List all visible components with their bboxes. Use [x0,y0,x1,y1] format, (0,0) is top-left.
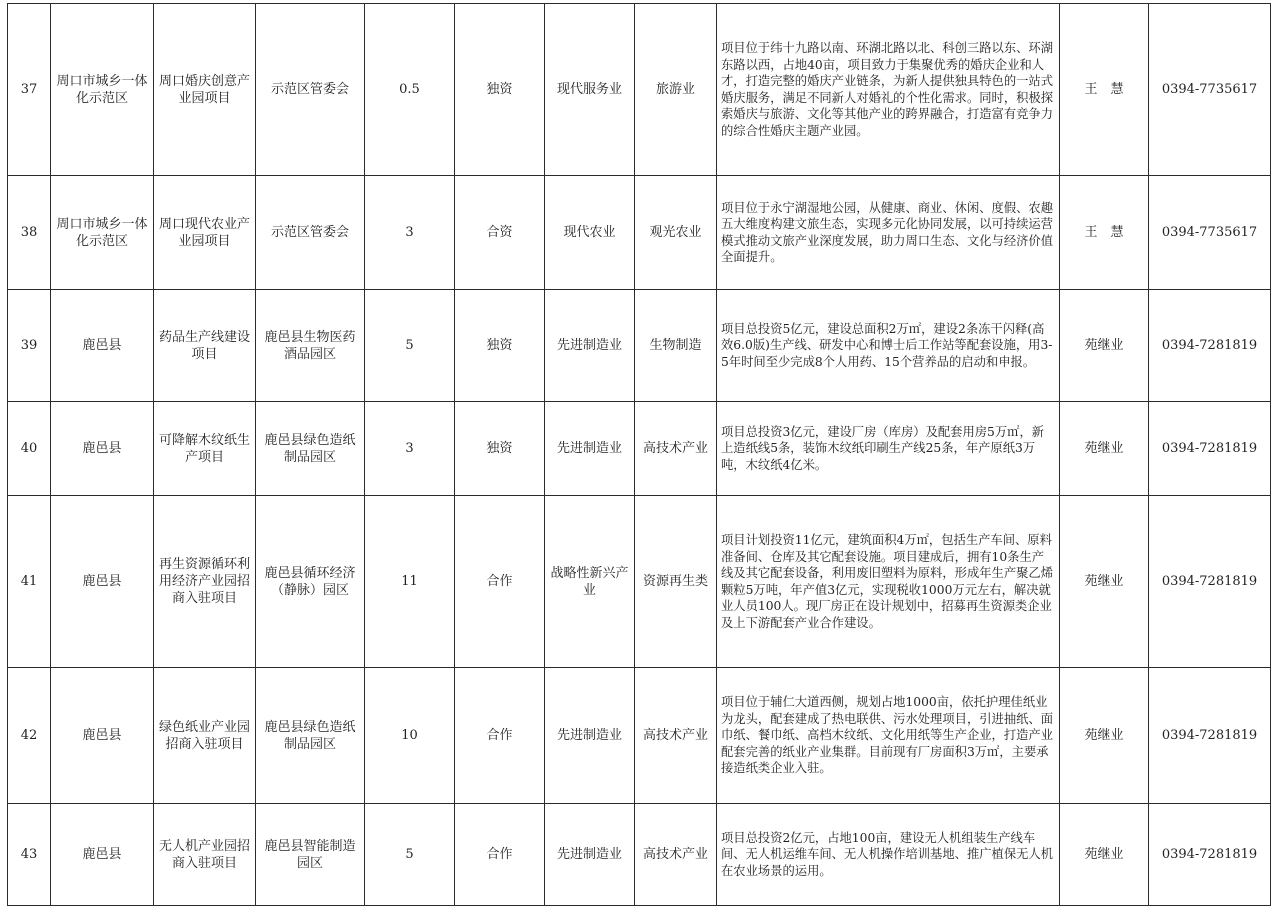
cell-phone: 0394-7281819 [1149,496,1271,668]
cell-phone: 0394-7735617 [1149,176,1271,290]
cell-investment: 5 [365,290,455,402]
cell-phone: 0394-7281819 [1149,290,1271,402]
project-table [7,3,1271,906]
cell-carrier: 示范区管委会 [256,176,365,290]
table-row [8,804,1271,906]
table-row [8,4,1271,176]
cell-no: 38 [8,176,51,290]
cell-project-name: 绿色纸业产业园招商入驻项目 [154,668,256,804]
cell-no: 37 [8,4,51,176]
cell-mode: 合作 [455,668,545,804]
table-body [8,4,1271,906]
cell-description: 项目计划投资11亿元，建筑面积4万㎡，包括生产车间、原料准备间、仓库及其它配套设施。项目建成后，拥有10条生产线及其它配套设备，利用废旧塑料为原料，形成年生产聚乙烯颗粒5万吨，年产值3亿元，实现税收1000万元左右，解决就业人员100人。现厂房正在设计规划中，招募再生资源类企业及上下游配套产业合作建设。 [717,496,1060,668]
cell-contact: 苑继业 [1060,668,1149,804]
cell-contact: 王 慧 [1060,4,1149,176]
cell-mode: 合作 [455,496,545,668]
cell-no: 39 [8,290,51,402]
cell-mode: 合资 [455,176,545,290]
cell-description: 项目位于永宁湖湿地公园，从健康、商业、休闲、度假、农趣五大维度构建文旅生态，实现多元化协同发展，以可持续运营模式推动文旅产业深度发展，助力周口生态、文化与经济价值全面提升。 [717,176,1060,290]
cell-industry: 高技术产业 [635,804,717,906]
cell-region: 鹿邑县 [51,668,154,804]
table-row [8,496,1271,668]
cell-category: 战略性新兴产业 [545,496,635,668]
cell-investment: 3 [365,176,455,290]
cell-project-name: 周口婚庆创意产业园项目 [154,4,256,176]
cell-no: 40 [8,402,51,496]
cell-industry: 生物制造 [635,290,717,402]
cell-carrier: 示范区管委会 [256,4,365,176]
cell-mode: 独资 [455,4,545,176]
table-row [8,668,1271,804]
cell-phone: 0394-7281819 [1149,668,1271,804]
table-row [8,402,1271,496]
cell-contact: 苑继业 [1060,804,1149,906]
cell-no: 42 [8,668,51,804]
cell-no: 43 [8,804,51,906]
cell-no: 41 [8,496,51,668]
cell-mode: 合作 [455,804,545,906]
cell-industry: 高技术产业 [635,402,717,496]
cell-category: 现代农业 [545,176,635,290]
cell-project-name: 可降解木纹纸生产项目 [154,402,256,496]
cell-contact: 苑继业 [1060,496,1149,668]
cell-industry: 观光农业 [635,176,717,290]
cell-region: 鹿邑县 [51,804,154,906]
cell-investment: 0.5 [365,4,455,176]
cell-description: 项目位于纬十九路以南、环湖北路以北、科创三路以东、环湖东路以西，占地40亩，项目致力于集聚优秀的婚庆企业和人才，打造完整的婚庆产业链条，为新人提供独具特色的一站式婚庆服务，满足不同新人对婚礼的个性化需求。同时，积极探索婚庆与旅游、文化等其他产业的跨界融合，打造富有竞争力的综合性婚庆主题产业园。 [717,4,1060,176]
cell-phone: 0394-7281819 [1149,804,1271,906]
cell-mode: 独资 [455,402,545,496]
cell-contact: 苑继业 [1060,290,1149,402]
table-row [8,176,1271,290]
table-row [8,290,1271,402]
cell-industry: 资源再生类 [635,496,717,668]
cell-region: 鹿邑县 [51,290,154,402]
cell-project-name: 再生资源循环利用经济产业园招商入驻项目 [154,496,256,668]
cell-mode: 独资 [455,290,545,402]
cell-project-name: 周口现代农业产业园项目 [154,176,256,290]
cell-category: 先进制造业 [545,804,635,906]
cell-description: 项目总投资2亿元，占地100亩，建设无人机组装生产线车间、无人机运维车间、无人机操作培训基地、推广植保无人机在农业场景的运用。 [717,804,1060,906]
cell-carrier: 鹿邑县绿色造纸制品园区 [256,402,365,496]
cell-category: 先进制造业 [545,668,635,804]
cell-investment: 11 [365,496,455,668]
cell-project-name: 无人机产业园招商入驻项目 [154,804,256,906]
cell-contact: 王 慧 [1060,176,1149,290]
cell-region: 鹿邑县 [51,496,154,668]
cell-carrier: 鹿邑县智能制造园区 [256,804,365,906]
cell-industry: 旅游业 [635,4,717,176]
cell-investment: 5 [365,804,455,906]
cell-carrier: 鹿邑县绿色造纸制品园区 [256,668,365,804]
cell-contact: 苑继业 [1060,402,1149,496]
cell-phone: 0394-7281819 [1149,402,1271,496]
cell-region: 鹿邑县 [51,402,154,496]
cell-description: 项目位于辅仁大道西侧，规划占地1000亩，依托护理佳纸业为龙头，配套建成了热电联供、污水处理项目，引进抽纸、面巾纸、餐巾纸、高档木纹纸、文化用纸等生产企业，打造产业配套完善的纸业产业集群。目前现有厂房面积3万㎡，主要承接造纸类企业入驻。 [717,668,1060,804]
cell-phone: 0394-7735617 [1149,4,1271,176]
cell-category: 现代服务业 [545,4,635,176]
cell-region: 周口市城乡一体化示范区 [51,4,154,176]
cell-project-name: 药品生产线建设项目 [154,290,256,402]
cell-carrier: 鹿邑县生物医药酒品园区 [256,290,365,402]
cell-industry: 高技术产业 [635,668,717,804]
cell-region: 周口市城乡一体化示范区 [51,176,154,290]
cell-carrier: 鹿邑县循环经济（静脉）园区 [256,496,365,668]
cell-description: 项目总投资3亿元，建设厂房（库房）及配套用房5万㎡，新上造纸线5条，装饰木纹纸印刷生产线25条，年产原纸3万吨，木纹纸4亿米。 [717,402,1060,496]
cell-investment: 10 [365,668,455,804]
cell-description: 项目总投资5亿元，建设总面积2万㎡，建设2条冻干闪释(高效6.0版)生产线、研发中心和博士后工作站等配套设施，用3-5年时间至少完成8个人用药、15个营养品的启动和申报。 [717,290,1060,402]
cell-category: 先进制造业 [545,290,635,402]
cell-investment: 3 [365,402,455,496]
cell-category: 先进制造业 [545,402,635,496]
